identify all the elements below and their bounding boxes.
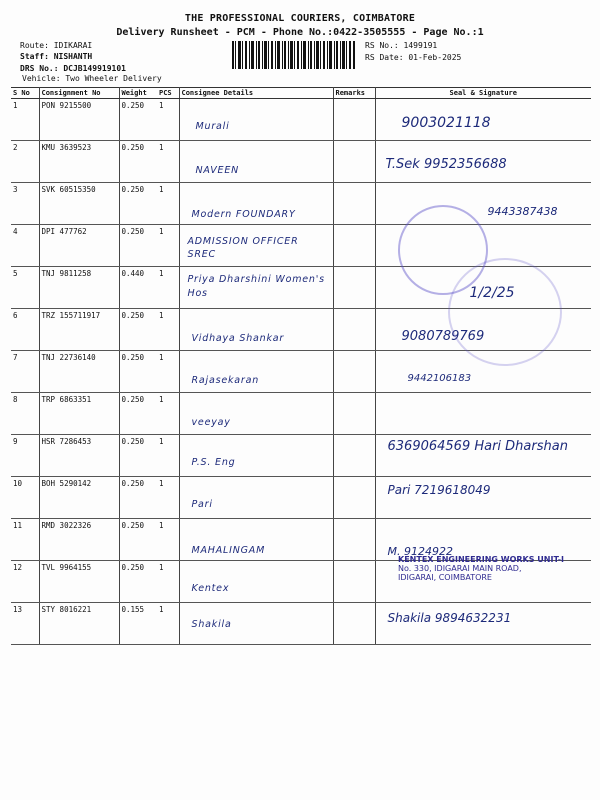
col-weight: Weight: [119, 88, 157, 99]
company-title: THE PROFESSIONAL COURIERS, COIMBATORE: [184, 13, 416, 24]
row-consignment-no: SVK 60515350: [39, 183, 119, 225]
route-label: Route: IDIKARAI: [20, 41, 93, 50]
row-sno: 2: [11, 141, 39, 183]
table-row: [11, 393, 591, 435]
row-remarks: [333, 99, 375, 141]
signature-handwriting: Shakila 9894632231: [387, 611, 512, 625]
row-weight: 0.250: [119, 393, 157, 435]
table-row: [11, 141, 591, 183]
table-header: [11, 88, 591, 99]
col-sno: S No: [11, 88, 39, 99]
row-sno: 13: [11, 603, 39, 645]
row-remarks: [333, 225, 375, 267]
consignee-handwriting: MAHALINGAM: [191, 545, 266, 556]
row-sno: 10: [11, 477, 39, 519]
row-sno: 5: [11, 267, 39, 309]
consignee-handwriting: ADMISSION OFFICER SREC: [187, 236, 299, 260]
row-pcs: 1: [157, 435, 179, 477]
row-remarks: [333, 477, 375, 519]
signature-handwriting: M. 9124922: [387, 545, 453, 558]
signature-handwriting: 6369064569 Hari Dharshan: [387, 439, 568, 454]
row-sno: 3: [11, 183, 39, 225]
consignee-handwriting: NAVEEN: [195, 165, 240, 176]
row-remarks: [333, 603, 375, 645]
row-weight: 0.250: [119, 225, 157, 267]
signature-handwriting: 9080789769: [401, 329, 485, 344]
row-pcs: 1: [157, 267, 179, 309]
row-sno: 8: [11, 393, 39, 435]
row-consignment-no: TNJ 22736140: [39, 351, 119, 393]
row-consignment-no: TNJ 9811258: [39, 267, 119, 309]
drs-number: DRS No.: DCJB149919101: [20, 64, 126, 73]
row-weight: 0.250: [119, 519, 157, 561]
consignee-handwriting: Vidhaya Shankar: [191, 333, 285, 344]
signature-handwriting: Pari 7219618049: [387, 483, 491, 497]
row-pcs: 1: [157, 141, 179, 183]
col-seal-signature: Seal & Signature: [375, 88, 591, 99]
row-weight: 0.440: [119, 267, 157, 309]
row-remarks: [333, 561, 375, 603]
row-pcs: 1: [157, 225, 179, 267]
row-weight: 0.250: [119, 309, 157, 351]
row-consignment-no: RMD 3022326: [39, 519, 119, 561]
row-consignment-no: HSR 7286453: [39, 435, 119, 477]
row-sno: 6: [11, 309, 39, 351]
seal-line: No. 330, IDIGARAI MAIN ROAD,: [398, 564, 522, 573]
consignee-handwriting: Priya Dharshini Women's Hos: [187, 274, 325, 299]
signature-handwriting: T.Sek 9952356688: [385, 157, 507, 172]
signature-handwriting: 9442106183: [407, 373, 472, 384]
rs-date: RS Date: 01-Feb-2025: [365, 53, 462, 62]
row-sno: 7: [11, 351, 39, 393]
staff-label: Staff: NISHANTH: [20, 52, 93, 61]
row-pcs: 1: [157, 183, 179, 225]
table-row: [11, 477, 591, 519]
seal-line: IDIGARAI, COIMBATORE: [398, 573, 492, 582]
rs-number: RS No.: 1499191: [365, 41, 438, 50]
row-weight: 0.250: [119, 435, 157, 477]
consignee-handwriting: Modern FOUNDARY: [191, 209, 296, 220]
consignee-handwriting: Murali: [195, 121, 230, 132]
row-pcs: 1: [157, 519, 179, 561]
barcode: [232, 41, 356, 69]
row-consignment-no: TRP 6863351: [39, 393, 119, 435]
signature-handwriting: 9003021118: [401, 115, 491, 131]
row-weight: 0.250: [119, 561, 157, 603]
row-pcs: 1: [157, 561, 179, 603]
row-pcs: 1: [157, 351, 179, 393]
company-seal: [398, 555, 598, 595]
table-row: [11, 603, 591, 645]
vehicle-label: Vehicle: Two Wheeler Delivery: [22, 74, 162, 83]
row-remarks: [333, 267, 375, 309]
row-sno: 9: [11, 435, 39, 477]
row-pcs: 1: [157, 393, 179, 435]
row-weight: 0.155: [119, 603, 157, 645]
col-consignee: Consignee Details: [179, 88, 333, 99]
signature-handwriting: 9443387438: [487, 205, 558, 218]
consignee-handwriting: Kentex: [191, 583, 230, 594]
row-weight: 0.250: [119, 477, 157, 519]
row-consignment-no: KMU 3639523: [39, 141, 119, 183]
col-consignment: Consignment No: [39, 88, 119, 99]
row-consignment-no: TRZ 155711917: [39, 309, 119, 351]
signature-handwriting: 1/2/25: [469, 285, 515, 301]
col-remarks: Remarks: [333, 88, 375, 99]
consignee-handwriting: Pari: [191, 499, 213, 510]
row-weight: 0.250: [119, 183, 157, 225]
row-pcs: 1: [157, 309, 179, 351]
row-consignment-no: DPI 477762: [39, 225, 119, 267]
row-consignment-no: PON 9215500: [39, 99, 119, 141]
row-consignment-no: TVL 9964155: [39, 561, 119, 603]
row-remarks: [333, 141, 375, 183]
row-sno: 11: [11, 519, 39, 561]
consignee-handwriting: Rajasekaran: [191, 375, 260, 386]
row-pcs: 1: [157, 603, 179, 645]
consignee-handwriting: Shakila: [191, 619, 232, 630]
row-remarks: [333, 519, 375, 561]
consignee-handwriting: veeyay: [191, 417, 231, 428]
col-pcs: PCS: [157, 88, 179, 99]
row-pcs: 1: [157, 99, 179, 141]
row-remarks: [333, 351, 375, 393]
row-consignment-no: BOH 5290142: [39, 477, 119, 519]
row-remarks: [333, 309, 375, 351]
table-row: [11, 435, 591, 477]
table-row: [11, 183, 591, 225]
row-remarks: [333, 183, 375, 225]
runsheet-title: Delivery Runsheet - PCM - Phone No.:0422-3505555 - Page No.:1: [116, 27, 484, 38]
row-consignment-no: STY 8016221: [39, 603, 119, 645]
row-remarks: [333, 435, 375, 477]
row-sno: 12: [11, 561, 39, 603]
row-pcs: 1: [157, 477, 179, 519]
row-weight: 0.250: [119, 99, 157, 141]
row-sno: 1: [11, 99, 39, 141]
table-row: [11, 99, 591, 141]
row-remarks: [333, 393, 375, 435]
round-seal: [448, 258, 562, 366]
row-sno: 4: [11, 225, 39, 267]
row-weight: 0.250: [119, 141, 157, 183]
row-weight: 0.250: [119, 351, 157, 393]
seal-line: KENTEX ENGINEERING WORKS UNIT-I: [398, 555, 565, 564]
consignee-handwriting: P.S. Eng: [191, 457, 236, 468]
